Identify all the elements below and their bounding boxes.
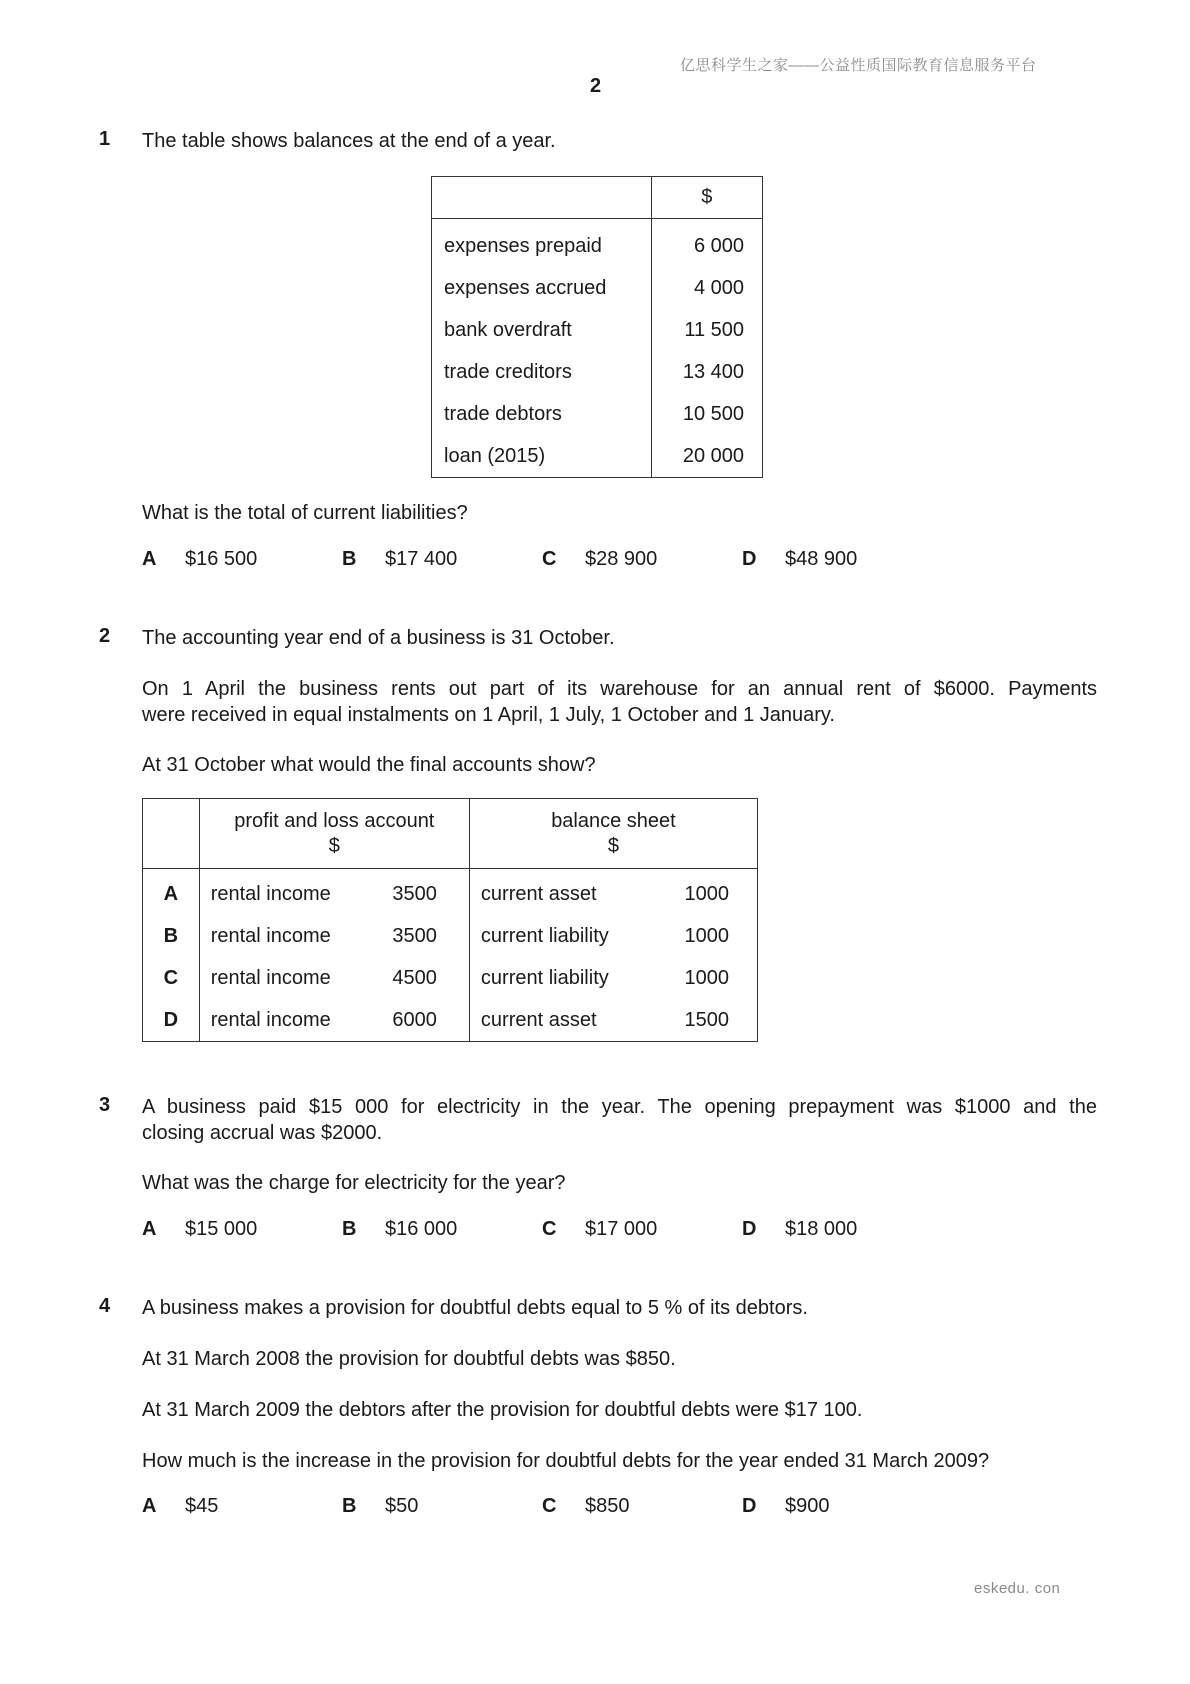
table-header-profit-loss [199,799,469,869]
option-letter: C [542,1218,557,1240]
option-letter: A [142,1495,157,1517]
bs-value: 1000 [684,924,729,947]
option-d[interactable] [742,1218,857,1241]
row-label: trade debtors [432,393,652,435]
option-text: $28 900 [585,548,658,570]
question-1-number: 1 [99,128,111,150]
question-3-para-line2: closing accrual was $2000. [142,1122,383,1144]
option-c[interactable] [542,1495,630,1518]
question-4-stem: A business makes a provision for doubtful debts equal to 5 % of its debtors. [142,1297,808,1319]
footer-site: eskedu. con [974,1580,1061,1597]
question-2-para-line2: were received in equal instalments on 1 April, 1 July, 1 October and 1 January. [142,704,835,726]
pl-value: 4500 [392,966,437,989]
option-letter: B [342,548,357,570]
final-accounts-table [142,798,758,1042]
row-value: 20 000 [682,444,744,467]
option-letter: B [342,1495,357,1517]
option-text: $850 [585,1495,630,1517]
table-row [143,957,758,999]
question-2-prompt: At 31 October what would the final accounts show? [142,754,596,776]
option-text: $17 400 [385,548,458,570]
table-header-blank [432,177,652,219]
option-c[interactable] [542,548,657,571]
bs-label: current liability [480,966,609,989]
option-d[interactable] [742,1495,830,1518]
balances-table [431,176,763,478]
option-text: $15 000 [185,1218,258,1240]
pl-label: rental income [210,1008,331,1031]
row-value: 4 000 [693,276,744,299]
pl-value: 3500 [392,882,437,905]
question-3-para-line1: A business paid $15 000 for electricity in the year. The opening prepayment was $1000 and the [142,1096,1097,1118]
header-unit: $ [328,834,340,857]
row-label: bank overdraft [432,309,652,351]
table-row [432,219,763,268]
row-label: expenses accrued [432,267,652,309]
table-row [432,267,763,309]
option-b[interactable] [342,1218,457,1241]
option-text: $48 900 [785,548,858,570]
table-header-balance-sheet [469,799,757,869]
header-watermark: 亿思科学生之家——公益性质国际教育信息服务平台 [680,57,1037,74]
question-1-prompt: What is the total of current liabilities? [142,502,468,524]
table-row [432,351,763,393]
option-letter: D [742,1218,757,1240]
page-number: 2 [590,75,602,97]
option-text: $16 500 [185,548,258,570]
table-row [432,309,763,351]
bs-label: current asset [480,882,597,905]
question-4-number: 4 [99,1295,111,1317]
question-4-line3: At 31 March 2009 the debtors after the provision for doubtful debts were $17 100. [142,1399,863,1421]
row-label: trade creditors [432,351,652,393]
pl-label: rental income [210,882,331,905]
option-letter: D [742,1495,757,1517]
bs-value: 1000 [684,882,729,905]
option-letter: A [142,548,157,570]
option-text: $45 [185,1495,219,1517]
option-letter: B [342,1218,357,1240]
question-1-stem: The table shows balances at the end of a year. [142,130,556,152]
option-a[interactable] [142,548,257,571]
row-label: expenses prepaid [432,219,652,268]
table-row [143,869,758,916]
header-unit: $ [607,834,620,857]
table-row [432,393,763,435]
option-b[interactable] [342,548,457,571]
row-value: 11 500 [684,318,744,341]
option-a[interactable] [142,1495,218,1518]
table-row [143,999,758,1042]
row-letter: B [143,915,200,957]
question-3-prompt: What was the charge for electricity for the year? [142,1172,566,1194]
row-letter: C [143,957,200,999]
header-title: profit and loss account [234,809,435,832]
row-label: loan (2015) [432,435,652,478]
option-text: $50 [385,1495,419,1517]
option-letter: A [142,1218,157,1240]
row-letter: A [143,869,200,916]
option-letter: C [542,1495,557,1517]
row-value: 10 500 [682,402,744,425]
option-a[interactable] [142,1218,257,1241]
row-letter: D [143,999,200,1042]
row-value: 13 400 [682,360,744,383]
question-2-stem: The accounting year end of a business is 31 October. [142,627,615,649]
pl-label: rental income [210,924,331,947]
row-value: 6 000 [693,234,744,257]
pl-value: 6000 [392,1008,437,1031]
option-letter: C [542,548,557,570]
pl-label: rental income [210,966,331,989]
table-row [143,915,758,957]
table-header-row [143,799,758,869]
option-text: $18 000 [785,1218,858,1240]
option-text: $900 [785,1495,830,1517]
pl-value: 3500 [392,924,437,947]
table-header-currency: $ [651,177,763,219]
bs-label: current asset [480,1008,597,1031]
question-2-para-line1: On 1 April the business rents out part of its warehouse for an annual rent of $6000. Payments [142,678,1097,700]
bs-value: 1500 [684,1008,729,1031]
table-row [432,435,763,478]
option-text: $17 000 [585,1218,658,1240]
question-4-prompt: How much is the increase in the provision for doubtful debts for the year ended 31 March 2009? [142,1450,990,1472]
option-letter: D [742,548,757,570]
table-header-blank [143,799,200,869]
option-text: $16 000 [385,1218,458,1240]
question-4-line2: At 31 March 2008 the provision for doubtful debts was $850. [142,1348,676,1370]
bs-value: 1000 [684,966,729,989]
option-c[interactable] [542,1218,657,1241]
header-title: balance sheet [551,809,676,832]
bs-label: current liability [480,924,609,947]
question-2-number: 2 [99,625,111,647]
question-3-number: 3 [99,1094,111,1116]
option-d[interactable] [742,548,857,571]
table-header-row [432,177,763,219]
option-b[interactable] [342,1495,418,1518]
